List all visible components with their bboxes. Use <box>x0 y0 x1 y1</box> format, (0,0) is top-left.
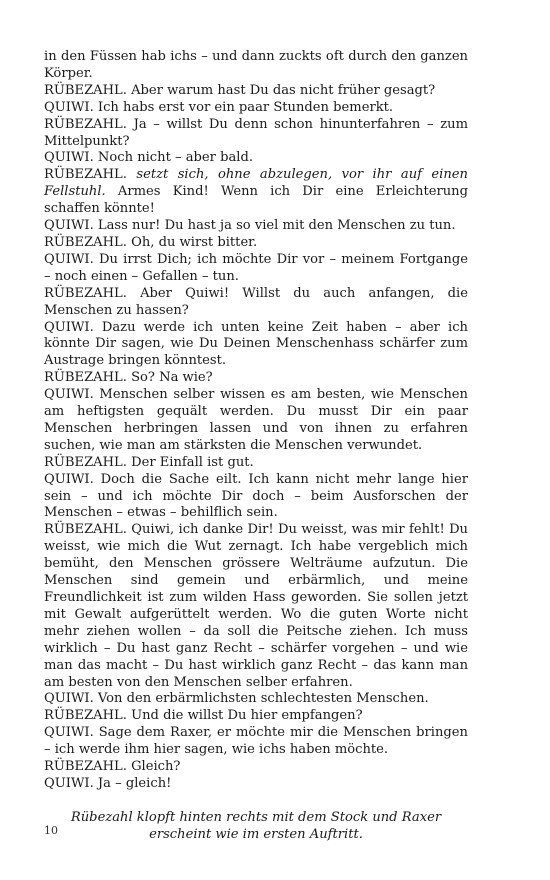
line-text: Sage dem Raxer, er möchte mir die Menschen bringen – ich werde ihm hier sagen, wie ichs haben möchte. <box>44 725 468 758</box>
speaker-name: RÜBEZAHL. <box>44 759 127 775</box>
dialogue-line <box>44 49 468 83</box>
line-text: Und die willst Du hier empfangen? <box>131 708 363 724</box>
dialogue-line <box>44 218 468 235</box>
dialogue-line <box>44 235 468 252</box>
dialogue-line <box>44 776 468 793</box>
dialogue-line <box>44 455 468 472</box>
speaker-name: RÜBEZAHL. <box>44 82 127 98</box>
dialogue-line <box>44 691 468 708</box>
speaker-name: RÜBEZAHL. <box>44 708 127 724</box>
line-text: Von den erbärmlichsten schlechtesten Menschen. <box>97 691 429 707</box>
line-text: Du irrst Dich; ich möchte Dir vor – meinem Fortgange – noch einen – Gefallen – tun. <box>44 251 468 284</box>
line-text: Menschen selber wissen es am besten, wie Menschen am heftigsten gequält werden. Du musst Dir ein paar Menschen herbringen lassen und von ihnen zu erfahren suchen, wie man am stärksten die Menschen verwundet. <box>44 387 468 453</box>
line-text: Der Einfall ist gut. <box>131 454 254 470</box>
stage-direction: setzt sich, ohne abzulegen, vor ihr auf einen Fellstuhl. <box>44 167 468 200</box>
dialogue-line <box>44 759 468 776</box>
line-text: Ja – gleich! <box>97 775 172 791</box>
speaker-name: QUIWI. <box>44 251 94 267</box>
speaker-name: QUIWI. <box>44 775 94 791</box>
dialogue-line <box>44 320 468 371</box>
page-body <box>44 49 468 844</box>
line-text: Armes Kind! Wenn ich Dir eine Erleichterung schaffen könnte! <box>44 184 468 217</box>
dialogue-line <box>44 472 468 523</box>
line-text: Ich habs erst vor ein paar Stunden bemerkt. <box>97 99 394 115</box>
dialogue-line <box>44 150 468 167</box>
dialogue-line <box>44 117 468 151</box>
speaker-name: RÜBEZAHL. <box>44 167 127 183</box>
speaker-name: RÜBEZAHL. <box>44 234 127 250</box>
dialogue-line <box>44 286 468 320</box>
speaker-name: QUIWI. <box>44 99 94 115</box>
dialogue-line <box>44 83 468 100</box>
line-text: Noch nicht – aber bald. <box>97 150 253 166</box>
dialogue-line <box>44 370 468 387</box>
speaker-name: QUIWI. <box>44 319 94 335</box>
speaker-name: QUIWI. <box>44 387 94 403</box>
speaker-name: RÜBEZAHL. <box>44 285 127 301</box>
dialogue-line <box>44 708 468 725</box>
speaker-name: RÜBEZAHL. <box>44 370 127 386</box>
line-text: Doch die Sache eilt. Ich kann nicht mehr lange hier sein – und ich möchte Dir doch – beim Ausforschen der Menschen – etwas – behilflich sein. <box>44 471 468 521</box>
dialogue-line <box>44 167 468 218</box>
speaker-name: RÜBEZAHL. <box>44 522 127 538</box>
line-text: in den Füssen hab ichs – und dann zuckts oft durch den ganzen Körper. <box>44 49 468 81</box>
line-text: Dazu werde ich unten keine Zeit haben – aber ich könnte Dir sagen, wie Du Deinen Menschenhass schärfer zum Austrage bringen könntest. <box>44 319 468 369</box>
line-text: Lass nur! Du hast ja so viel mit den Menschen zu tun. <box>97 218 456 234</box>
line-text: Quiwi, ich danke Dir! Du weisst, was mir fehlt! Du weisst, wie mich die Wut zernagt. Ich habe vergeblich mich bemüht, den Menschen grössere Welträume aufzutun. Die Menschen sind gemein und erbärmlich, und meine Freundlichkeit ist zum wilden Hass geworden. Sie sollen jetzt mit Gewalt aufgerüttelt werden. Wo die guten Worte nicht mehr ziehen wollen – da soll die Peitsche ziehen. Ich muss wirklich – Du hast ganz Recht – schärfer vorgehen – und wie man das macht – Du hast wirklich ganz Recht – das kann man am besten von den Menschen selber erfahren. <box>44 522 468 690</box>
dialogue-text <box>44 49 468 793</box>
speaker-name: RÜBEZAHL. <box>44 116 127 132</box>
dialogue-line <box>44 252 468 286</box>
line-text: Aber warum hast Du das nicht früher gesagt? <box>131 82 436 98</box>
page-number: 10 <box>44 824 58 837</box>
speaker-name: QUIWI. <box>44 691 94 707</box>
dialogue-line <box>44 725 468 759</box>
line-text: Aber Quiwi! Willst du auch anfangen, die Menschen zu hassen? <box>44 285 468 318</box>
dialogue-line <box>44 100 468 117</box>
dialogue-line <box>44 522 468 691</box>
speaker-name: RÜBEZAHL. <box>44 454 127 470</box>
line-text: Gleich? <box>131 759 181 775</box>
speaker-name: QUIWI. <box>44 725 94 741</box>
speaker-name: QUIWI. <box>44 218 94 234</box>
speaker-name: QUIWI. <box>44 471 94 487</box>
speaker-name: QUIWI. <box>44 150 94 166</box>
line-text: So? Na wie? <box>131 370 213 386</box>
line-text: Ja – willst Du denn schon hinunterfahren – zum Mittelpunkt? <box>44 116 468 149</box>
closing-stage-direction: Rübezahl klopft hinten rechts mit dem Stock und Raxer erscheint wie im ersten Auftritt. <box>70 809 442 842</box>
line-text: Oh, du wirst bitter. <box>131 234 258 250</box>
dialogue-line <box>44 387 468 455</box>
